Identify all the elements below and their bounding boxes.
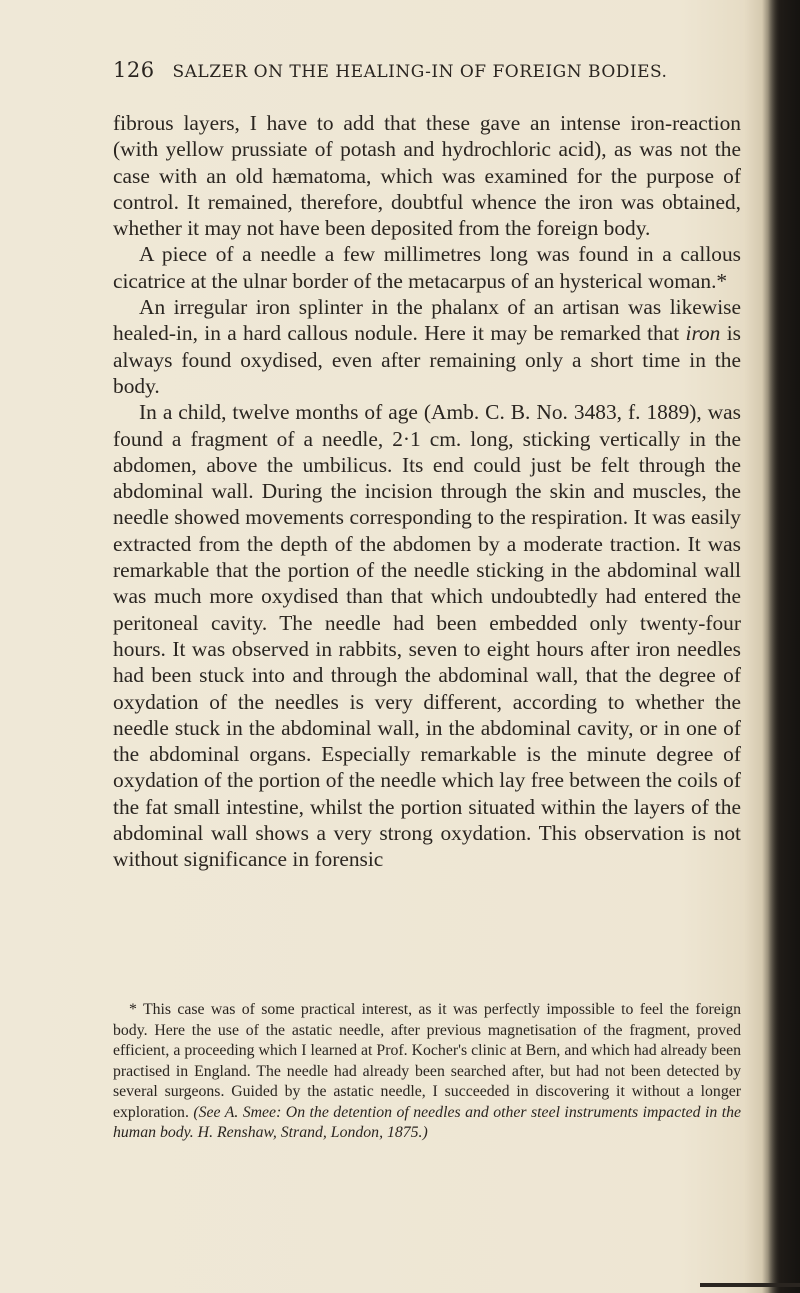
body-text [113, 110, 741, 873]
paragraph-3-italic: iron [685, 321, 721, 346]
paragraph-3 [113, 294, 741, 399]
page-number: 126 [113, 58, 155, 82]
footnote-paragraph [113, 1000, 741, 1144]
page-edge-shadow [762, 0, 800, 1293]
footnote-text: * This case was of some practical interest, as it was perfectly impossible to feel the foreign body. Here the use of the astatic needle, after previous magnetisation of the fragment, proved efficient, a proceeding which I learned at Prof. Kocher's clinic at Bern, and which had already been practised in England. The needle had already been searched after, but had not been detected by several surgeons. Guided by the astatic needle, I succeeded in discovering it without a longer exploration. [113, 1001, 741, 1121]
paragraph-4: In a child, twelve months of age (Amb. C. B. No. 3483, f. 1889), was found a fragment of a needle, 2·1 cm. long, sticking vertically in the abdomen, above the umbilicus. Its end could just be felt through the abdominal wall. During the incision through the skin and muscles, the needle showed movements corresponding to the respiration. It was easily extracted from the depth of the abdomen by a moderate traction. It was remarkable that the portion of the needle sticking in the abdominal wall was much more oxydised than that which undoubtedly had entered the peritoneal cavity. The needle had been embedded only twenty-four hours. It was observed in rabbits, seven to eight hours after iron needles had been stuck into and through the abdominal wall, that the degree of oxydation of the needles is very different, according to whether the needle stuck in the abdominal wall, in the abdominal cavity, or in one of the abdominal organs. Especially remarkable is the minute degree of oxydation of the portion of the needle which lay free between the coils of the fat small intestine, whilst the portion situated within the layers of the abdominal wall shows a very strong oxydation. This observation is not without significance in forensic [113, 400, 741, 872]
running-title: SALZER ON THE HEALING-IN OF FOREIGN BODIES. [172, 62, 668, 82]
bottom-edge-mark [700, 1283, 800, 1287]
paragraph-1: fibrous layers, I have to add that these gave an intense iron-reaction (with yellow prussiate of potash and hydrochloric acid), as was not the case with an old hæmatoma, which was examined for the purpose of control. It remained, therefore, doubtful whence the iron was obtained, whether it may not have been deposited from the foreign body. [113, 111, 741, 241]
paragraph-3-end: is always found oxydised, even after remaining only a short time in the body. [113, 321, 741, 398]
paragraph-2: A piece of a needle a few millimetres long was found in a callous cicatrice at the ulnar border of the metacarpus of an hysterical woman.* [113, 242, 741, 293]
running-header [113, 58, 753, 82]
paragraph-3-start: An irregular iron splinter in the phalanx of an artisan was likewise healed-in, in a hard callous nodule. Here it may be remarked that [113, 295, 741, 346]
footnote [113, 1000, 741, 1144]
footnote-citation: (See A. Smee: On the detention of needles and other steel instruments impacted in the human body. H. Renshaw, Strand, London, 1875.) [113, 1103, 741, 1141]
